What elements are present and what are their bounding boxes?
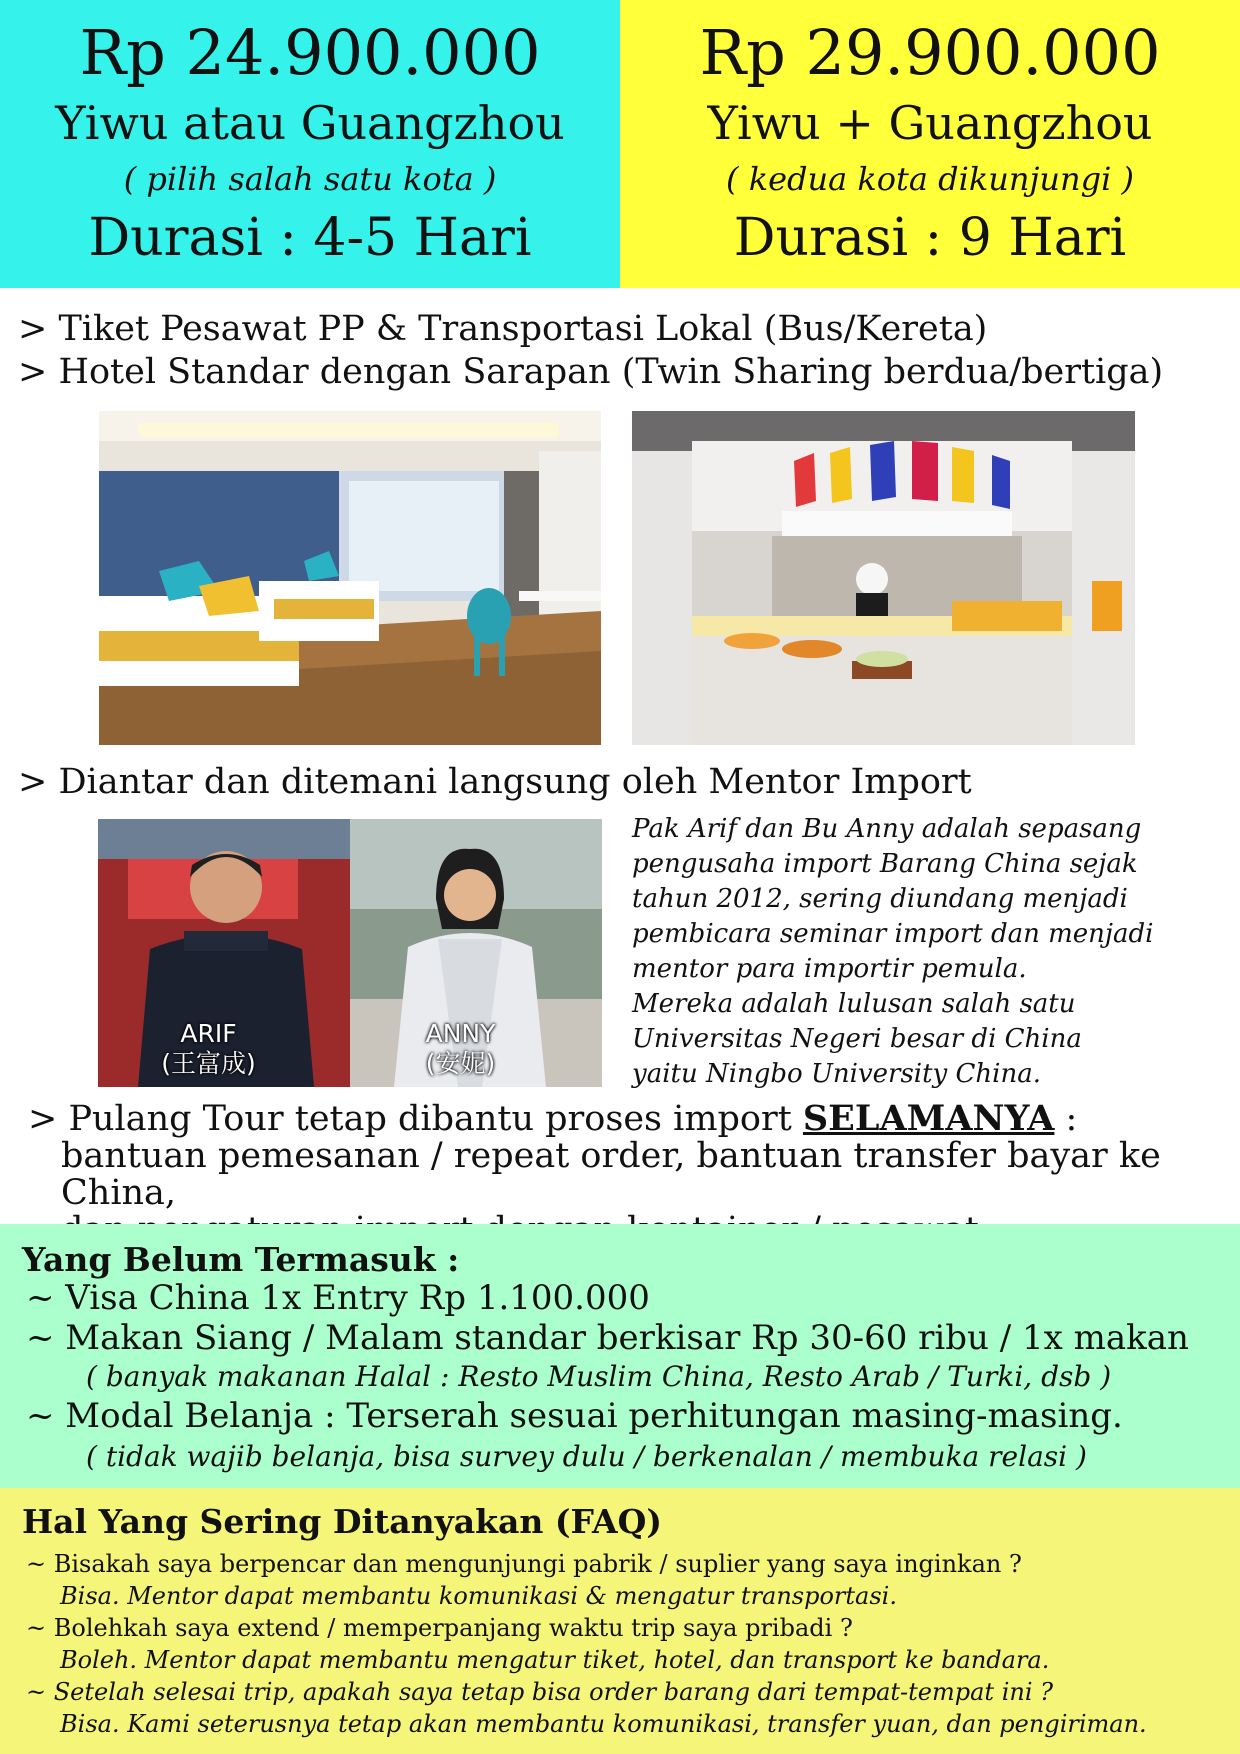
faq-question: ~ Setelah selesai trip, apakah saya tetap bisa order barang dari tempat-tempat ini ? (26, 1678, 1053, 1706)
bio-line: mentor para importir pemula. (632, 954, 1027, 984)
lifetime-detail: bantuan pemesanan / repeat order, bantuan transfer bayar ke China, (61, 1136, 1161, 1213)
mentor-label-arif (146, 1019, 271, 1079)
package-cities: Yiwu atau Guangzhou (55, 96, 565, 150)
mentor-chinese-name: (王富成) (161, 1049, 256, 1078)
included-flight: > Tiket Pesawat PP & Transportasi Lokal (Bus/Kereta) (18, 309, 988, 349)
section-title: Hal Yang Sering Ditanyakan (FAQ) (22, 1502, 662, 1541)
bio-line: tahun 2012, sering diundang menjadi (632, 884, 1128, 914)
bio-line: Pak Arif dan Bu Anny adalah sepasang (632, 814, 1142, 844)
excluded-meals: ~ Makan Siang / Malam standar berkisar Rp 30-60 ribu / 1x makan (26, 1318, 1189, 1358)
faq-section (0, 1488, 1240, 1754)
package-price: Rp 29.900.000 (699, 16, 1161, 89)
package-single-city (0, 0, 620, 288)
lifetime-headline (28, 1100, 1228, 1138)
faq-answer: Bisa. Kami seterusnya tetap akan membantu komunikasi, transfer yuan, dan pengiriman. (60, 1710, 1147, 1738)
package-price: Rp 24.900.000 (79, 16, 541, 89)
package-note: ( kedua kota dikunjungi ) (726, 160, 1134, 198)
package-two-cities (620, 0, 1240, 288)
mentor-chinese-name: (安妮) (425, 1049, 496, 1078)
faq-answer: Boleh. Mentor dapat membantu mengatur tiket, hotel, dan transport ke bandara. (60, 1646, 1050, 1674)
lifetime-prefix: > Pulang Tour tetap dibantu proses import (28, 1099, 803, 1139)
mentors-photo (98, 819, 602, 1087)
bio-line: Mereka adalah lulusan salah satu (632, 989, 1076, 1019)
hotel-room-photo (99, 411, 601, 745)
not-included-section (0, 1224, 1240, 1488)
excluded-capital: ~ Modal Belanja : Terserah sesuai perhitungan masing-masing. (26, 1396, 1123, 1436)
bio-line: Universitas Negeri besar di China (632, 1024, 1082, 1054)
section-title: Yang Belum Termasuk : (22, 1240, 460, 1279)
excluded-meals-note: ( banyak makanan Halal : Resto Muslim China, Resto Arab / Turki, dsb ) (86, 1360, 1112, 1393)
mentor-name: ANNY (425, 1019, 496, 1048)
bio-line: pembicara seminar import dan menjadi (632, 919, 1154, 949)
faq-question: ~ Bolehkah saya extend / memperpanjang waktu trip saya pribadi ? (26, 1614, 853, 1642)
breakfast-buffet-illustration (632, 411, 1135, 745)
mentor-label-anny (398, 1019, 523, 1079)
excluded-capital-note: ( tidak wajib belanja, bisa survey dulu / berkenalan / membuka relasi ) (86, 1440, 1087, 1473)
bio-line: yaitu Ningbo University China. (632, 1059, 1041, 1089)
package-panels (0, 0, 1240, 288)
package-note: ( pilih salah satu kota ) (123, 160, 497, 198)
included-mentor: > Diantar dan ditemani langsung oleh Mentor Import (18, 762, 972, 802)
bio-line: pengusaha import Barang China sejak (632, 849, 1138, 879)
faq-answer: Bisa. Mentor dapat membantu komunikasi & mengatur transportasi. (60, 1582, 897, 1610)
faq-question: ~ Bisakah saya berpencar dan mengunjungi pabrik / suplier yang saya inginkan ? (26, 1550, 1022, 1578)
package-duration: Durasi : 9 Hari (733, 208, 1127, 268)
mentor-bio (632, 812, 1192, 1092)
included-hotel: > Hotel Standar dengan Sarapan (Twin Sharing berdua/bertiga) (18, 352, 1164, 392)
package-cities: Yiwu + Guangzhou (707, 96, 1153, 150)
breakfast-buffet-photo (632, 411, 1135, 745)
mentor-name: ARIF (180, 1019, 237, 1048)
package-duration: Durasi : 4-5 Hari (88, 208, 532, 268)
excluded-visa: ~ Visa China 1x Entry Rp 1.100.000 (26, 1278, 650, 1318)
hotel-room-illustration (99, 411, 601, 745)
lifetime-suffix: : (1054, 1099, 1078, 1139)
lifetime-emphasis: SELAMANYA (802, 1098, 1055, 1139)
